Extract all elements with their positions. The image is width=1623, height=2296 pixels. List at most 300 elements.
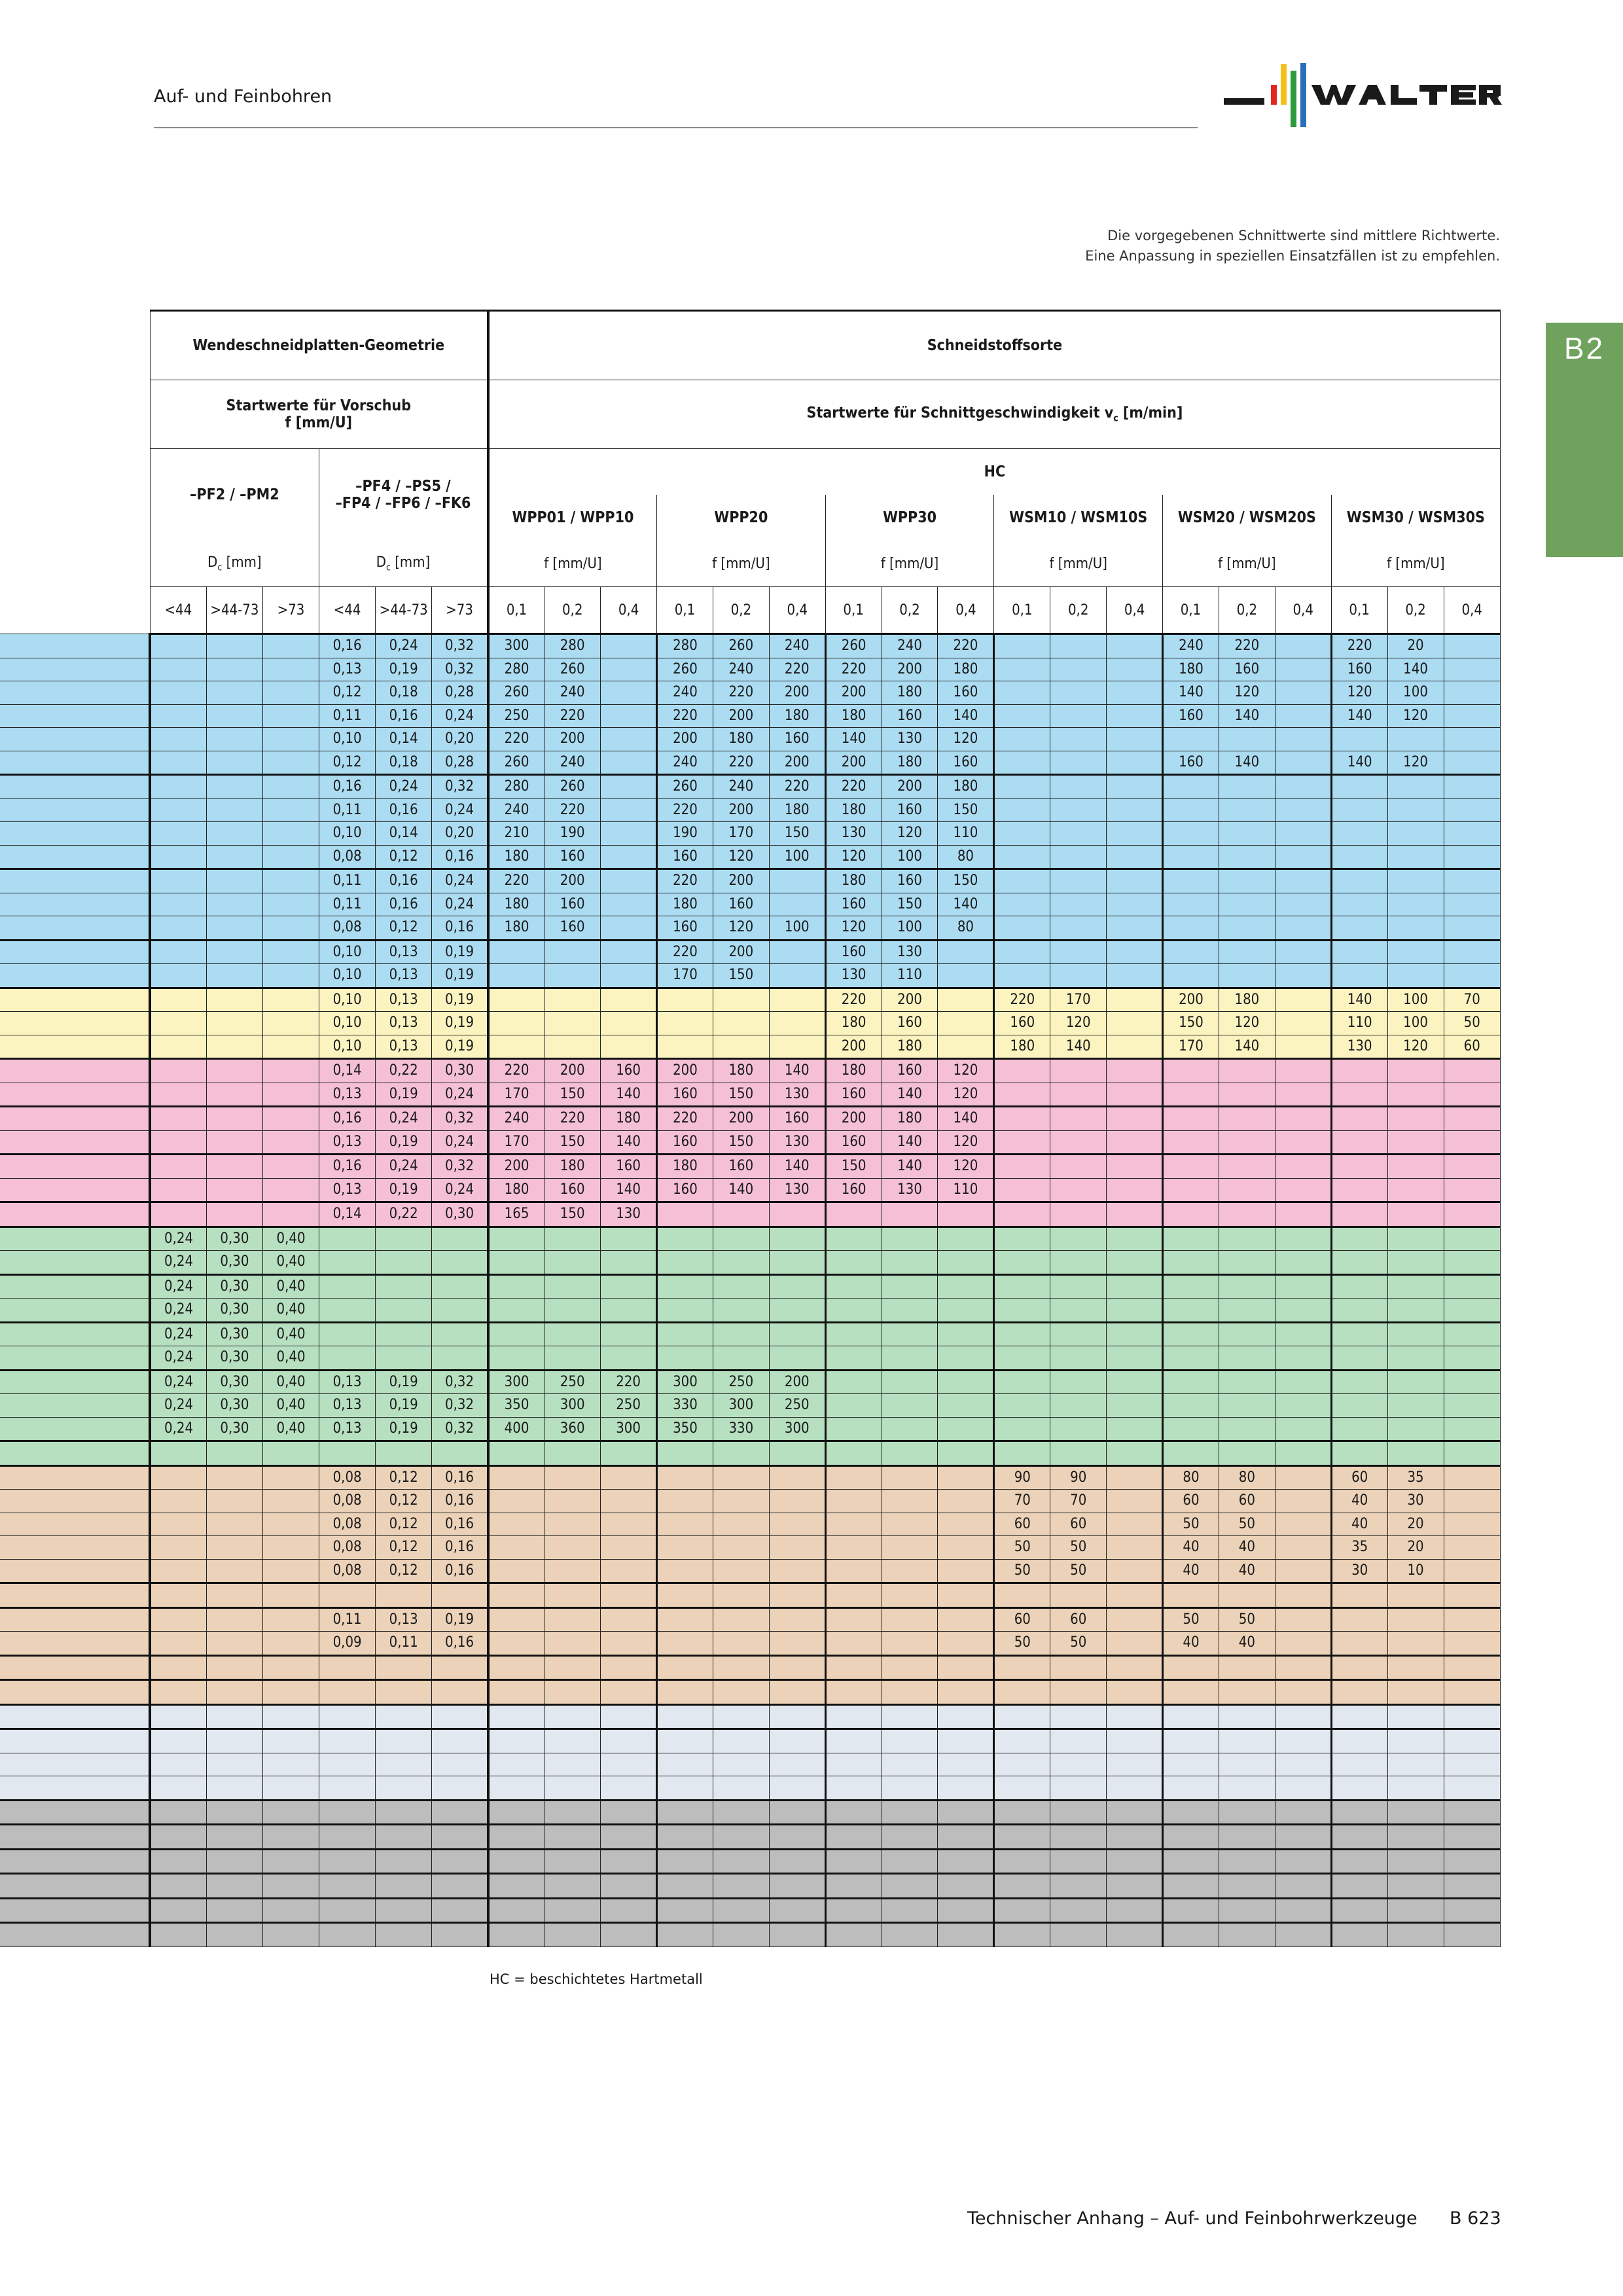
speed-cell: 120 <box>938 1059 994 1083</box>
speed-cell <box>882 1607 938 1632</box>
speed-cell <box>1107 916 1163 941</box>
material-group-cell <box>0 1322 150 1346</box>
feed-cell <box>432 1874 488 1899</box>
speed-cell <box>1331 916 1387 941</box>
speed-cell <box>488 1874 544 1899</box>
speed-cell <box>769 1035 825 1059</box>
speed-cell: 200 <box>769 1370 825 1394</box>
table-row <box>0 964 1501 988</box>
speed-cell: 140 <box>1219 751 1275 775</box>
table-row <box>0 1346 1501 1371</box>
speed-cell <box>882 1465 938 1490</box>
material-group-cell <box>0 1704 150 1729</box>
speed-cell <box>601 728 657 751</box>
speed-cell <box>601 1274 657 1299</box>
feed-cell: 0,24 <box>150 1370 206 1394</box>
material-group-cell <box>0 1874 150 1899</box>
speed-cell <box>1444 1729 1501 1753</box>
speed-cell <box>1050 1227 1107 1251</box>
speed-cell <box>882 1394 938 1418</box>
speed-cell <box>1444 1776 1501 1801</box>
feed-cell <box>262 1825 319 1850</box>
speed-cell <box>1050 869 1107 893</box>
material-group-cell <box>0 704 150 728</box>
speed-cell <box>544 964 601 988</box>
speed-cell <box>1219 964 1275 988</box>
speed-cell <box>1107 1155 1163 1179</box>
feed-cell <box>262 1202 319 1227</box>
speed-cell <box>1275 1583 1331 1608</box>
table-row <box>0 728 1501 751</box>
speed-cell: 180 <box>488 893 544 916</box>
feed-cell: 0,24 <box>150 1251 206 1275</box>
speed-cell: 180 <box>825 1059 882 1083</box>
speed-cell <box>1444 1680 1501 1705</box>
f-value-header: 0,2 <box>882 587 938 634</box>
speed-cell <box>938 1849 994 1874</box>
speed-cell <box>825 1559 882 1583</box>
speed-cell: 160 <box>713 893 769 916</box>
speed-cell: 150 <box>713 1083 769 1107</box>
speed-cell <box>1219 1898 1275 1923</box>
speed-cell <box>994 728 1050 751</box>
speed-cell: 250 <box>769 1394 825 1418</box>
speed-cell: 120 <box>1219 681 1275 705</box>
speed-cell <box>1331 1083 1387 1107</box>
speed-cell: 160 <box>657 916 713 941</box>
speed-cell <box>769 1227 825 1251</box>
dc-unit-header <box>319 541 488 587</box>
speed-cell: 250 <box>713 1370 769 1394</box>
speed-cell <box>713 988 769 1012</box>
speed-cell <box>882 1346 938 1371</box>
speed-cell <box>1050 822 1107 846</box>
feed-cell <box>206 1800 262 1825</box>
speed-cell <box>1107 1490 1163 1513</box>
speed-cell <box>825 1632 882 1656</box>
speed-cell <box>769 1825 825 1850</box>
grade-header: WPP01 / WPP10 <box>488 495 657 541</box>
speed-cell <box>825 1655 882 1680</box>
material-group-cell <box>0 1441 150 1466</box>
feed-cell: 0,16 <box>319 634 376 658</box>
speed-cell: 120 <box>938 1155 994 1179</box>
speed-cell <box>938 1035 994 1059</box>
feed-cell: 0,11 <box>319 893 376 916</box>
speed-cell: 170 <box>488 1083 544 1107</box>
feed-cell <box>206 964 262 988</box>
grade-header: WSM30 / WSM30S <box>1331 495 1500 541</box>
feed-cell <box>150 798 206 822</box>
speed-cell <box>657 1800 713 1825</box>
speed-cell <box>1163 1704 1219 1729</box>
speed-cell: 260 <box>825 634 882 658</box>
speed-cell: 10 <box>1387 1559 1444 1583</box>
speed-cell: 240 <box>1163 634 1219 658</box>
table-row <box>0 1632 1501 1656</box>
speed-cell: 220 <box>769 658 825 681</box>
speed-cell <box>544 1800 601 1825</box>
speed-cell <box>1050 1322 1107 1346</box>
speed-cell: 350 <box>657 1417 713 1441</box>
speed-cell <box>1387 1729 1444 1753</box>
speed-cell <box>769 1012 825 1035</box>
speed-cell <box>1219 1583 1275 1608</box>
speed-cell <box>994 1130 1050 1155</box>
speed-cell <box>1219 869 1275 893</box>
speed-cell <box>488 1607 544 1632</box>
feed-cell <box>150 634 206 658</box>
feed-cell <box>262 1059 319 1083</box>
speed-cell <box>1163 845 1219 869</box>
speed-cell: 140 <box>938 704 994 728</box>
speed-cell: 160 <box>769 728 825 751</box>
feed-cell <box>150 1898 206 1923</box>
feed-cell <box>206 681 262 705</box>
speed-cell: 140 <box>1331 988 1387 1012</box>
speed-cell <box>1050 1729 1107 1753</box>
speed-cell <box>769 1513 825 1536</box>
speed-cell: 220 <box>657 869 713 893</box>
speed-cell: 20 <box>1387 634 1444 658</box>
speed-cell: 200 <box>825 681 882 705</box>
speed-cell: 140 <box>1219 1035 1275 1059</box>
speed-cell <box>1275 775 1331 799</box>
speed-cell <box>544 1923 601 1947</box>
feed-cell: 0,10 <box>319 1012 376 1035</box>
feed-cell <box>262 1874 319 1899</box>
speed-cell <box>1275 728 1331 751</box>
speed-cell <box>1219 1849 1275 1874</box>
speed-cell: 200 <box>825 751 882 775</box>
speed-cell <box>657 1202 713 1227</box>
speed-cell <box>825 1465 882 1490</box>
feed-cell <box>432 1849 488 1874</box>
speed-cell <box>601 845 657 869</box>
geometry-pf2-header: –PF2 / –PM2 <box>150 449 319 541</box>
speed-cell <box>994 822 1050 846</box>
f-value-header: 0,4 <box>1444 587 1501 634</box>
speed-cell <box>1050 916 1107 941</box>
speed-cell: 260 <box>488 751 544 775</box>
speed-cell: 220 <box>488 1059 544 1083</box>
speed-cell <box>825 1441 882 1466</box>
speed-cell: 160 <box>601 1155 657 1179</box>
speed-cell: 100 <box>882 845 938 869</box>
feed-cell: 0,32 <box>432 1394 488 1418</box>
speed-cell: 160 <box>825 1083 882 1107</box>
feed-cell: 0,12 <box>319 751 376 775</box>
speed-cell <box>657 1490 713 1513</box>
f-unit-header: f [mm/U] <box>1163 541 1332 587</box>
speed-cell <box>601 893 657 916</box>
speed-cell <box>769 1680 825 1705</box>
speed-cell: 100 <box>1387 1012 1444 1035</box>
speed-cell <box>657 1299 713 1323</box>
speed-cell <box>1275 822 1331 846</box>
speed-cell <box>1275 988 1331 1012</box>
speed-cell: 200 <box>713 1107 769 1131</box>
feed-cell <box>150 1583 206 1608</box>
speed-cell: 130 <box>769 1178 825 1202</box>
speed-cell <box>544 940 601 964</box>
speed-cell <box>1275 964 1331 988</box>
speed-cell: 140 <box>1219 704 1275 728</box>
speed-cell: 80 <box>1219 1465 1275 1490</box>
speed-cell: 180 <box>825 704 882 728</box>
speed-cell: 100 <box>769 845 825 869</box>
material-group-cell <box>0 940 150 964</box>
feed-cell <box>206 634 262 658</box>
speed-cell <box>994 1923 1050 1947</box>
speed-cell <box>1275 1536 1331 1560</box>
speed-cell <box>1163 1825 1219 1850</box>
speed-cell: 30 <box>1387 1490 1444 1513</box>
speed-cell <box>488 1251 544 1275</box>
feed-cell <box>432 1753 488 1776</box>
speed-cell <box>601 1874 657 1899</box>
speed-cell: 130 <box>825 964 882 988</box>
grade-header: WPP20 <box>657 495 826 541</box>
speed-cell <box>1107 1035 1163 1059</box>
material-group-cell <box>0 1012 150 1035</box>
speed-cell <box>1050 681 1107 705</box>
speed-cell <box>938 988 994 1012</box>
speed-cell: 220 <box>825 658 882 681</box>
speed-cell <box>1275 1874 1331 1899</box>
feed-cell <box>262 1178 319 1202</box>
speed-cell: 150 <box>544 1202 601 1227</box>
table-row <box>0 658 1501 681</box>
speed-cell <box>1275 916 1331 941</box>
table-row <box>0 893 1501 916</box>
speed-cell <box>769 1465 825 1490</box>
speed-cell <box>1387 1178 1444 1202</box>
feed-cell <box>150 916 206 941</box>
feed-cell: 0,28 <box>432 751 488 775</box>
table-row <box>0 1800 1501 1825</box>
speed-cell <box>994 1898 1050 1923</box>
feed-cell: 0,30 <box>206 1299 262 1323</box>
feed-cell <box>150 751 206 775</box>
speed-cell: 20 <box>1387 1513 1444 1536</box>
speed-cell <box>1444 940 1501 964</box>
speed-cell <box>1387 1923 1444 1947</box>
speed-cell <box>825 1583 882 1608</box>
speed-cell <box>1050 1370 1107 1394</box>
speed-cell: 190 <box>544 822 601 846</box>
feed-cell: 0,19 <box>432 1607 488 1632</box>
speed-cell <box>1050 964 1107 988</box>
speed-cell <box>601 964 657 988</box>
speed-cell: 160 <box>882 1059 938 1083</box>
feed-cell: 0,14 <box>376 728 432 751</box>
feed-cell: 0,16 <box>319 1107 376 1131</box>
feed-cell <box>262 1655 319 1680</box>
speed-cell: 140 <box>601 1083 657 1107</box>
table-row <box>0 798 1501 822</box>
table-row <box>0 1655 1501 1680</box>
speed-cell <box>488 1274 544 1299</box>
speed-cell: 40 <box>1163 1559 1219 1583</box>
speed-cell <box>713 1655 769 1680</box>
speed-cell <box>882 1655 938 1680</box>
speed-cell <box>1444 1322 1501 1346</box>
feed-cell <box>150 1849 206 1874</box>
speed-cell <box>825 1417 882 1441</box>
speed-cell <box>1331 1680 1387 1705</box>
speed-cell: 130 <box>882 1178 938 1202</box>
feed-cell <box>206 1059 262 1083</box>
speed-cell <box>1107 1417 1163 1441</box>
speed-cell <box>994 1059 1050 1083</box>
speed-cell: 140 <box>1163 681 1219 705</box>
speed-cell: 80 <box>938 916 994 941</box>
speed-cell <box>713 1202 769 1227</box>
speed-cell <box>488 1465 544 1490</box>
feed-cell <box>376 1923 432 1947</box>
speed-cell <box>825 1800 882 1825</box>
speed-cell <box>601 940 657 964</box>
speed-cell <box>1107 1178 1163 1202</box>
speed-cell <box>1387 1394 1444 1418</box>
speed-cell <box>1219 728 1275 751</box>
material-group-cell <box>0 1465 150 1490</box>
speed-cell <box>1387 1441 1444 1466</box>
feed-cell <box>206 1536 262 1560</box>
speed-cell <box>1275 940 1331 964</box>
material-group-cell <box>0 1680 150 1705</box>
feed-cell <box>432 1704 488 1729</box>
speed-cell <box>544 1346 601 1371</box>
blank-header <box>0 587 150 634</box>
speed-cell: 180 <box>825 1012 882 1035</box>
table-row <box>0 1155 1501 1179</box>
speed-cell <box>1107 1465 1163 1490</box>
grade-header: WSM10 / WSM10S <box>994 495 1163 541</box>
table-row <box>0 1898 1501 1923</box>
speed-cell <box>825 1322 882 1346</box>
speed-cell <box>1107 798 1163 822</box>
speed-cell <box>994 751 1050 775</box>
feed-cell <box>319 1874 376 1899</box>
speed-cell <box>1444 1155 1501 1179</box>
material-group-cell <box>0 1536 150 1560</box>
f-value-header: 0,2 <box>1219 587 1275 634</box>
material-group-cell <box>0 1729 150 1753</box>
speed-cell <box>994 1704 1050 1729</box>
speed-cell: 180 <box>657 893 713 916</box>
speed-cell <box>657 1322 713 1346</box>
speed-cell: 50 <box>1163 1513 1219 1536</box>
speed-cell <box>1219 1394 1275 1418</box>
speed-cell <box>1107 1898 1163 1923</box>
speed-cell: 210 <box>488 822 544 846</box>
speed-cell <box>1107 1322 1163 1346</box>
speed-cell <box>1331 1251 1387 1275</box>
speed-cell <box>1444 704 1501 728</box>
speed-cell: 150 <box>544 1083 601 1107</box>
speed-cell <box>994 704 1050 728</box>
speed-cell <box>544 1898 601 1923</box>
feed-cell: 0,08 <box>319 1559 376 1583</box>
speed-cell: 240 <box>657 681 713 705</box>
speed-cell <box>601 704 657 728</box>
table-row <box>0 1729 1501 1753</box>
feed-cell <box>262 1632 319 1656</box>
speed-cell: 180 <box>882 751 938 775</box>
speed-cell <box>1050 1083 1107 1107</box>
speed-cell <box>1107 1107 1163 1131</box>
table-row <box>0 1370 1501 1394</box>
feed-cell: 0,40 <box>262 1299 319 1323</box>
material-group-cell <box>0 1299 150 1323</box>
speed-cell <box>1219 916 1275 941</box>
speed-cell <box>1050 1130 1107 1155</box>
f-unit-header: f [mm/U] <box>825 541 994 587</box>
material-group-cell <box>0 988 150 1012</box>
speed-cell <box>994 1800 1050 1825</box>
speed-cell <box>1275 1299 1331 1323</box>
speed-cell: 200 <box>882 775 938 799</box>
speed-cell <box>601 1753 657 1776</box>
speed-cell <box>769 1753 825 1776</box>
speed-cell <box>1275 658 1331 681</box>
feed-cell <box>376 1680 432 1705</box>
speed-cell <box>1219 822 1275 846</box>
speed-cell <box>1163 1394 1219 1418</box>
feed-cell <box>206 822 262 846</box>
speed-cell <box>1050 1776 1107 1801</box>
speed-cell <box>1107 634 1163 658</box>
feed-cell <box>206 1849 262 1874</box>
feed-cell <box>206 988 262 1012</box>
feed-cell <box>206 1923 262 1947</box>
speed-cell <box>769 1776 825 1801</box>
speed-cell <box>1219 1059 1275 1083</box>
speed-cell <box>769 1251 825 1275</box>
speed-cell: 30 <box>1331 1559 1387 1583</box>
feed-cell <box>262 1107 319 1131</box>
feed-cell: 0,40 <box>262 1417 319 1441</box>
speed-cell <box>1107 1346 1163 1371</box>
table-row <box>0 1178 1501 1202</box>
speed-cell: 40 <box>1331 1490 1387 1513</box>
speed-cell: 240 <box>769 634 825 658</box>
speed-cell <box>882 1536 938 1560</box>
feed-cell: 0,18 <box>376 751 432 775</box>
dc-range-header: >44-73 <box>206 587 262 634</box>
speed-cell <box>1275 1322 1331 1346</box>
material-group-cell <box>0 1035 150 1059</box>
speed-cell: 180 <box>825 869 882 893</box>
speed-cell <box>1444 1083 1501 1107</box>
feed-cell <box>206 1607 262 1632</box>
speed-cell <box>1163 1655 1219 1680</box>
speed-cell <box>882 1490 938 1513</box>
speed-cell <box>1219 1274 1275 1299</box>
speed-cell: 150 <box>713 1130 769 1155</box>
speed-cell <box>601 1441 657 1466</box>
speed-cell: 35 <box>1387 1465 1444 1490</box>
speed-cell: 200 <box>769 751 825 775</box>
material-header: Schneidstoffsorte <box>488 311 1501 380</box>
speed-cell <box>882 1513 938 1536</box>
speed-cell <box>1331 893 1387 916</box>
speed-cell: 160 <box>769 1107 825 1131</box>
speed-cell <box>601 916 657 941</box>
speed-cell <box>1331 1202 1387 1227</box>
